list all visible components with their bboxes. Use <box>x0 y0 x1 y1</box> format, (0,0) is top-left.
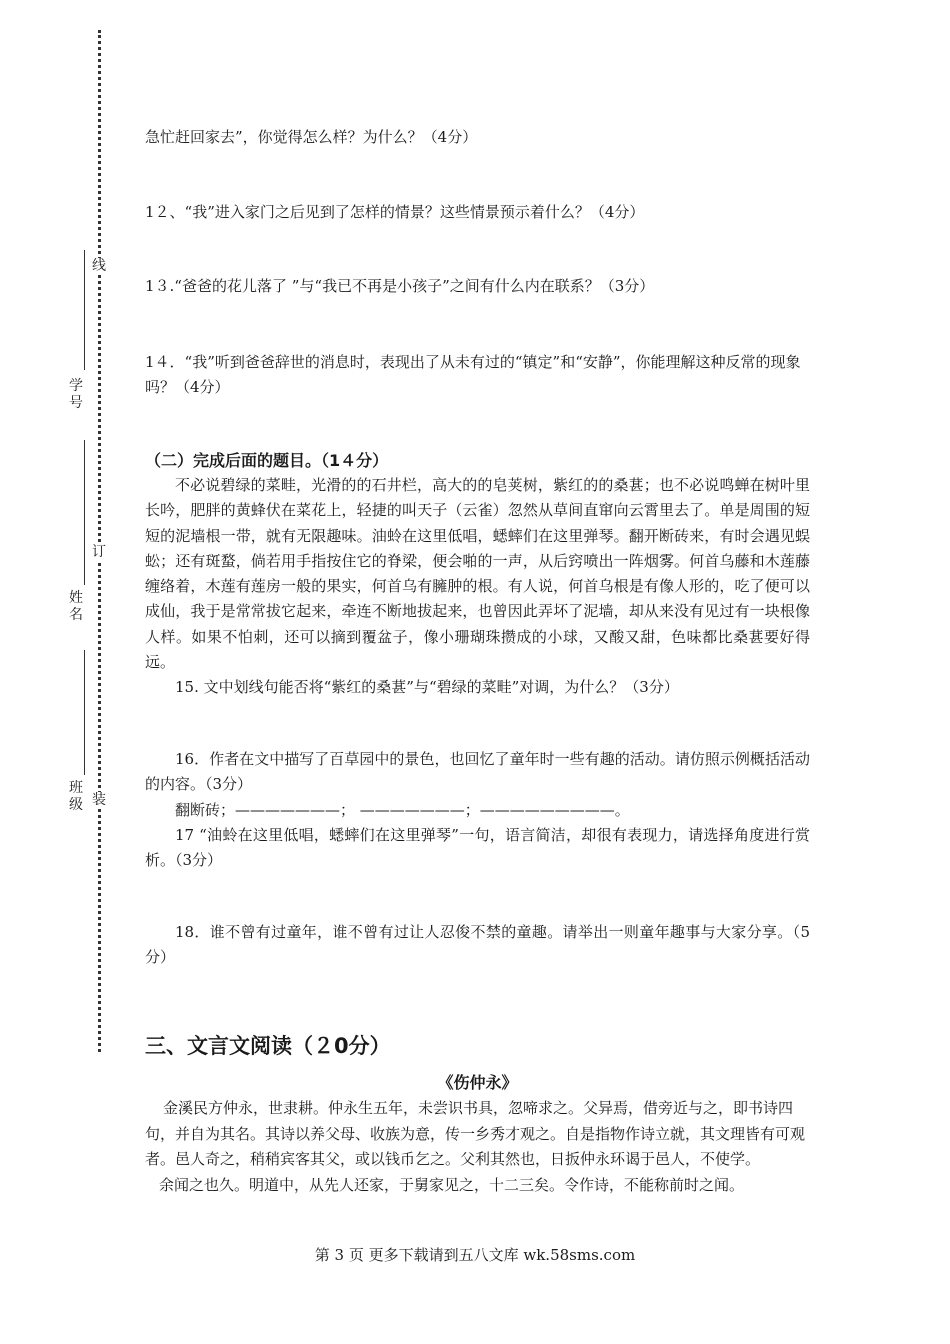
class-field <box>66 650 86 850</box>
classical-text <box>145 1096 810 1198</box>
student-name-underline <box>84 440 85 585</box>
baicaoyuan-passage: 不必说碧绿的菜畦，光滑的的石井栏，高大的的皂荚树，紫红的的桑葚；也不必说鸣蝉在树叶里长吟，肥胖的黄蜂伏在菜花上，轻捷的叫天子（云雀）忽然从草间直窜向云霄里去了。单是周围的短短的泥墙根一带，就有无限趣味。油蛉在这里低唱，蟋蟀们在这里弹琴。翻开断砖来，有时会遇见蜈蚣；还有斑蝥，倘若用手指按住它的脊梁，便会啪的一声，从后窍喷出一阵烟雾。何首乌藤和木莲藤缠络着，木莲有莲房一般的果实，何首乌有臃肿的根。有人说，何首乌根是有像人形的，吃了便可以成仙，我于是常常拔它起来，牵连不断地拔起来，也曾因此弄坏了泥墙，却从来没有见过有一块根像人样。如果不怕刺，还可以摘到覆盆子，像小珊瑚珠攒成的小球，又酸又甜，色味都比桑葚要好得远。 <box>145 476 810 672</box>
question-15: 15. 文中划线句能否将“紫红的桑葚”与“碧绿的菜畦”对调，为什么？（3分） <box>175 678 679 697</box>
question-11-continued: 急忙赶回家去”，你觉得怎么样？为什么？（4分） <box>145 128 478 146</box>
class-label: 班级 <box>69 780 83 813</box>
section-3-heading: 三、文言文阅读（２0分） <box>145 1034 391 1058</box>
classical-para-2: 余闻之也久。明道中，从先人还家，于舅家见之，十二三矣。令作诗，不能称前时之闻。 <box>159 1175 745 1194</box>
binding-mark-line: 线 <box>92 258 106 274</box>
question-13: 1３.“爸爸的花儿落了 ”与“我已不再是小孩子”之间有什么内在联系？（3分） <box>145 277 655 295</box>
page-content <box>145 0 810 1240</box>
binding-dotted-line <box>98 30 101 1052</box>
section-2-body <box>145 473 810 701</box>
question-17: 17 “油蛉在这里低唱，蟋蟀们在这里弹琴”一句，语言简洁，却很有表现力，请选择角度进行赏析。（3分） <box>145 825 810 870</box>
question-14: 1４．“我”听到爸爸辞世的消息时，表现出了从未有过的“镇定”和“安静”，你能理解这种反常的现象吗？（4分） <box>145 353 801 396</box>
page-footer: 第 3 页 更多下载请到五八文库 wk.58sms.com <box>314 1246 636 1264</box>
binding-mark-staple: 订 <box>92 544 106 560</box>
student-name-label: 姓名 <box>69 590 83 623</box>
classical-para-1: 金溪民方仲永，世隶耕。仲永生五年，未尝识书具，忽啼求之。父异焉，借旁近与之，即书诗四句，并自为其名。其诗以养父母、收族为意，传一乡秀才观之。自是指物作诗立就，其文理皆有可观者。邑人奇之，稍稍宾客其父，或以钱币乞之。父利其然也，日扳仲永环谒于邑人，不使学。 <box>145 1099 806 1168</box>
student-name-field <box>66 440 86 640</box>
student-id-field <box>66 250 86 450</box>
essay-title: 《伤仲永》 <box>437 1073 518 1092</box>
student-id-underline <box>84 250 85 370</box>
question-16-example: 翻断砖；———————； ———————；—————————。 <box>175 800 630 819</box>
class-underline <box>84 650 85 775</box>
binding-mark-bind: 装 <box>92 792 106 808</box>
section-2-questions <box>145 747 810 873</box>
question-12: 1２、“我”进入家门之后见到了怎样的情景？这些情景预示着什么？（4分） <box>145 203 645 221</box>
question-18: 18．谁不曾有过童年，谁不曾有过让人忍俊不禁的童趣。请举出一则童年趣事与大家分享。（5分） <box>145 923 810 967</box>
question-18-block <box>145 920 810 971</box>
question-16: 16．作者在文中描写了百草园中的景色，也回忆了童年时一些有趣的活动。请仿照示例概括活动的内容。（3分） <box>145 750 810 794</box>
section-2-heading: （二）完成后面的题目。（1４分） <box>145 451 389 470</box>
student-id-label: 学号 <box>69 378 83 411</box>
